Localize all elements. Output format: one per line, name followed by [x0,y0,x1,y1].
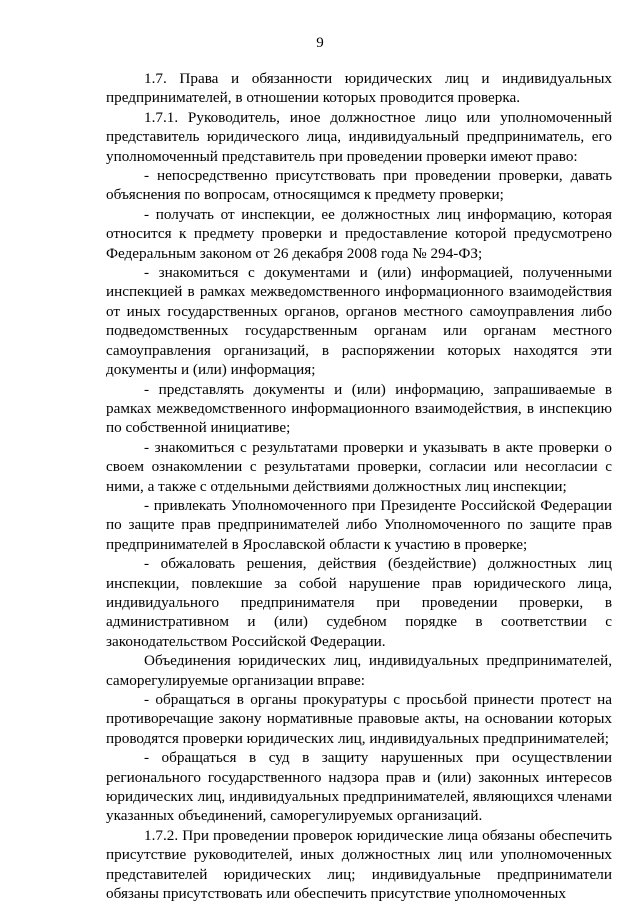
paragraph-1-7: 1.7. Права и обязанности юридических лиц и индивидуальных предпринимателей, в отношении которых проводится проверка. [106,70,612,107]
association-item-prosecutor: - обращаться в органы прокуратуры с просьбой принести протест на противоречащие закону нормативные правовые акты, на основании которых проводятся проверки юридических лиц, индивидуальных предпринимателей; [106,691,612,747]
right-item-appeal: - обжаловать решения, действия (бездействие) должностных лиц инспекции, повлекшие за собой нарушение прав юридического лица, индивидуального предпринимателя при проведении проверки, в административном и (или) судебном порядке в соответствии с законодательством Российской Федерации. [106,555,612,650]
right-item-presence: - непосредственно присутствовать при проведении проверки, давать объяснения по вопросам, относящимся к предмету проверки; [106,167,612,204]
document-body [106,69,612,903]
right-item-involve-ombudsman: - привлекать Уполномоченного при Президенте Российской Федерации по защите прав предпринимателей либо Уполномоченного по защите прав предпринимателей в Ярославской области к участию в проверке; [106,496,612,553]
right-item-receive-info: - получать от инспекции, ее должностных лиц информацию, которая относится к предмету проверки и предоставление которой предусмотрено Федеральным законом от 26 декабря 2008 года № 294-ФЗ; [106,205,612,262]
paragraph-1-7-1: 1.7.1. Руководитель, иное должностное лицо или уполномоченный представитель юридического лица, индивидуальный предприниматель, его уполномоченный представитель при проведении проверки имеют право: [106,108,612,165]
paragraph-associations: Объединения юридических лиц, индивидуальных предпринимателей, саморегулируемые организации вправе: [106,652,612,689]
association-item-court: - обращаться в суд в защиту нарушенных при осуществлении регионального государственного надзора прав и (или) законных интересов юридических лиц, индивидуальных предпринимателей, являющихся членами указанных объединений, саморегулируемых организаций. [106,749,612,825]
paragraph-1-7-2: 1.7.2. При проведении проверок юридические лица обязаны обеспечить присутствие руководителей, иных должностных лиц или уполномоченных представителей юридических лиц; индивидуальные предприниматели обязаны присутствовать или обеспечить присутствие уполномоченных [106,826,612,903]
right-item-review-results: - знакомиться с результатами проверки и указывать в акте проверки о своем ознакомлении с результатами проверки, согласии или несогласии с ними, а также с отдельными действиями должностных лиц инспекции; [106,438,612,495]
right-item-submit-documents: - представлять документы и (или) информацию, запрашиваемые в рамках межведомственного информационного взаимодействия, в инспекцию по собственной инициативе; [106,380,612,437]
right-item-review-documents: - знакомиться с документами и (или) информацией, полученными инспекцией в рамках межведомственного информационного взаимодействия от иных государственных органов, органов местного самоуправления либо подведомственных государственным органам или органам местного самоуправления организаций, в распоряжении которых находятся эти документы и (или) информация; [106,264,612,379]
page-number: 9 [316,35,324,51]
